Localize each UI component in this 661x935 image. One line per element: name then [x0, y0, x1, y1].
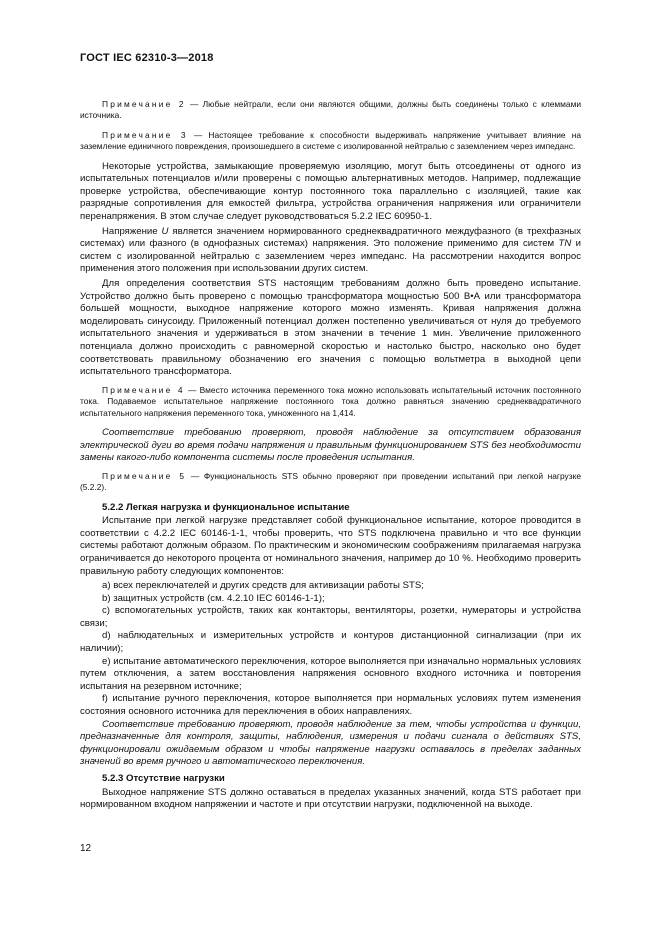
text-span: является значением нормированного среднеквадратичного междуфазного (в трехфазных системах) или фазного (в однофазных системах) напряжения. Это положение применимо для систем: [80, 225, 581, 250]
note-label: Примечание 4: [102, 384, 185, 395]
paragraph-insulation-devices: Некоторые устройства, замыкающие проверяемую изоляцию, могут быть отсоединены от одного из испытательных потенциалов и/или проверены с помощью альтернативных методов. Например, подлежащие проверке устройства, обеспечивающие контур постоянного тока параллельно с изоляцией, такие как разрядные сопротивления для емкостей фильтра, устройства ограничения напряжения или ограничители перенапряжения. В этом случае следует руководствоваться 5.2.2 IEC 60950-1.: [80, 160, 581, 222]
note-label: Примечание 5: [102, 470, 187, 481]
paragraph-test-procedure: Для определения соответствия STS настоящим требованиям должно быть проведено испытание. Устройство должно быть проверено с помощью трансформатора мощностью 500 В•А или трансформатора большей мощности, выходное напряжение которого можно изменять. Кривая напряжения должна моделировать синусоиду. Приложенный потенциал должен постепенно увеличиваться от нуля до требуемого испытательного значения и удерживаться в этом значении в течение 1 мин. Увеличение приложенного потенциала должно происходить с равномерной скоростью и настолько быстро, насколько оно будет соответствовать правильному обозначению его значения с помощью вольтметра в выходной цепи испытательного трансформатора.: [80, 277, 581, 378]
list-item: а) всех переключателей и других средств для активизации работы STS;: [102, 580, 424, 592]
note-4: [80, 385, 581, 419]
section-5-2-2-intro: Испытание при легкой нагрузке представляет собой функциональное испытание, которое проводится в соответствии с 4.2.2 IEC 60146-1-1, чтобы проверить, что STS подключена правильно и что все функции системы работают должным образом. По практическим и экономическим соображениям прилагаемая нагрузка ограничивается до некоторого процента от номинального значения, например до 10 %. Необходимо проверить правильную работу следующих компонентов:: [80, 515, 581, 577]
list-item: d) наблюдательных и измерительных устройств и контуров дистанционной сигнализации (при их наличии);: [80, 630, 581, 655]
note-text: — Вместо источника переменного тока можно использовать испытательный источник постоянного тока. Подаваемое испытательное напряжение постоянного тока должно равняться значению среднеквадратичного испытательного напряжения переменного тока, умноженного на 1,414.: [80, 384, 581, 418]
paragraph-voltage-u: [80, 226, 581, 276]
section-heading-5-2-2: 5.2.2 Легкая нагрузка и функциональное испытание: [102, 501, 350, 513]
page-body: [80, 99, 581, 814]
note-label: Примечание 3: [102, 129, 188, 140]
page-number: 12: [80, 843, 92, 854]
document-header: ГОСТ IEC 62310-3—2018: [80, 52, 214, 64]
list-item: е) испытание автоматического переключения, которое выполняется при изначально нормальных условиях путем отключения, а затем восстановления напряжения основного входного источника и повторения испытания на резервном источнике;: [80, 655, 581, 692]
symbol-u: U: [161, 225, 169, 237]
section-heading-5-2-3: 5.2.3 Отсутствие нагрузки: [102, 773, 225, 784]
note-2: [80, 99, 581, 122]
text-span: и систем с изолированной нейтралью с заземлением через импеданс. На рассмотрении находится вопрос применения этого положения при использовании других систем.: [80, 238, 581, 275]
compliance-check-functions: Соответствие требованию проверяют, проводя наблюдение за тем, чтобы устройства и функции, предназначенные для контроля, защиты, наблюдения, измерения и подачи сигнала о действиях STS, функционировали ожидаемым образом и чтобы напряжение нагрузки оставалось в пределах заданных значений во время ручного и автоматического переключения.: [80, 718, 581, 768]
note-3: [80, 130, 581, 153]
compliance-check-arc: Соответствие требованию проверяют, проводя наблюдение за отсутствием образования электрической дуги во время подачи напряжения и правильным функционированием STS без необходимости замены какого-либо компонента системы после проведения испытания.: [80, 426, 581, 464]
list-item: c) вспомогательных устройств, таких как контакторы, вентиляторы, розетки, нумераторы и устройства связи;: [80, 605, 581, 629]
symbol-tn: TN: [558, 238, 572, 250]
list-item: f) испытание ручного переключения, которое выполняется при нормальных условиях путем изменения состояния основного источника для переключения в обоих направлениях.: [80, 693, 581, 718]
note-text: — Настоящее требование к способности выдерживать напряжение учитывает влияние на заземление единичного повреждения, произошедшего в системе с изолированной нейтралью с заземлением через импеданс.: [80, 129, 581, 152]
list-item: b) защитных устройств (см. 4.2.10 IEC 60146-1-1);: [102, 592, 325, 604]
section-5-2-3-text: Выходное напряжение STS должно оставаться в пределах указанных значений, когда STS работает при нормированном входном напряжении и частоте и при отсутствии нагрузки, подключенной на выходе.: [80, 786, 581, 811]
text-span: Напряжение: [102, 225, 162, 237]
note-label: Примечание 2: [102, 99, 186, 109]
note-5: [80, 471, 581, 494]
note-text: — Функциональность STS обычно проверяют при проведении испытаний при легкой нагрузке (5.2.2).: [80, 470, 581, 493]
note-text: — Любые нейтрали, если они являются общими, должны быть соединены только с клеммами источника.: [80, 99, 582, 121]
